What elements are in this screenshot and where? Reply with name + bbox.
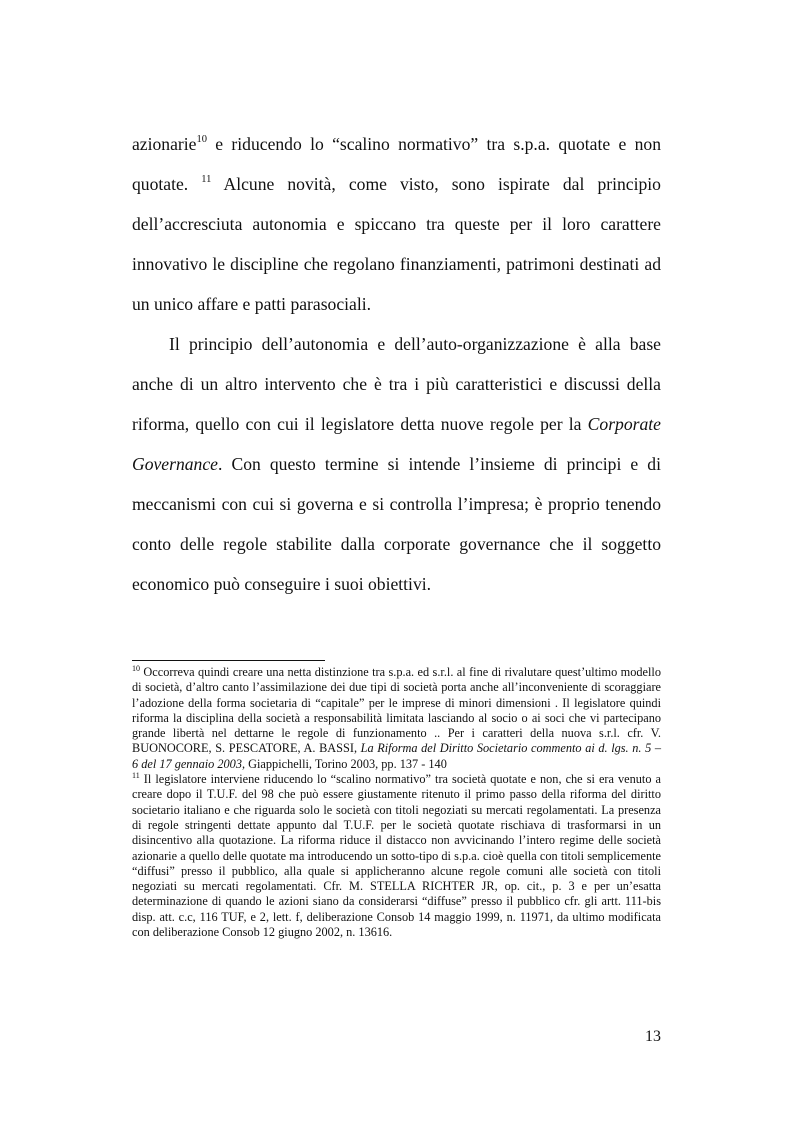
paragraph-1: azionarie$^{10}$ e riducendo lo “scalino normativo” tra s.p.a. quotate e non quotate. $^{11}$ Alcune novità, come visto, sono ispirate dal principio dell’accresciuta autonomia e spiccano tra queste per il loro carattere innovativo le discipline che regolano finanziamenti, patrimoni destinati ad un unico affare e patti parasociali. [132, 134, 661, 314]
footnote-number-10: 10 [132, 664, 140, 673]
footnote-ref-10[interactable]: 10 [196, 134, 207, 145]
body-text [132, 124, 661, 604]
emphasis-corporate-governance: Corporate Governance [132, 414, 661, 474]
footnote-ref-11[interactable]: 11 [201, 174, 212, 185]
footnote-10: $^{10}$ Occorreva quindi creare una netta distinzione tra s.p.a. ed s.r.l. al fine di rivalutare quest’ultimo modello di società, d’altro canto l’assimilazione dei due tipi di società porta anche all’inconveniente di scoraggiare l’adozione della forma societaria di “capitale” per le imprese di minori dimensioni . Il legislatore quindi riforma la disciplina della società a responsabilità limitata lasciando al socio o ai soci che vi partecipano grande libertà nel dettarne le regole di funzionamento .. Per i caratteri della nuova s.r.l. cfr. V. BUONOCORE, S. PESCATORE, A. BASSI, La Riforma del Diritto Societario commento ai d. lgs. n. 5 – 6 del 17 gennaio 2003, Giappichelli, Torino 2003, pp. 137 - 140 [132, 664, 661, 771]
footnote-11: $^{11}$ Il legislatore interviene riducendo lo “scalino normativo” tra società quotate e non, che si era venuto a creare dopo il T.U.F. del 98 che può essere giustamente ritenuto il primo passo della riforma del diritto societario italiano e che riguarda solo le società con titoli negoziati su mercati regolamentati. La presenza di regole stringenti dettate appunto dal T.U.F. per le società quotate rischiava di trasformarsi in un disincentivo alla quotazione. La riforma riduce il distacco non avvicinando l’intero regime delle società azionarie a quello delle quotate ma introducendo un sotto-tipo di s.p.a. cioè quella con titoli semplicemente “diffusi” presso il pubblico, alla quale si applicheranno alcune regole comuni alle società con titoli negoziati su mercati regolamentati. Cfr. M. STELLA RICHTER JR, op. cit., p. 3 e per un’esatta determinazione di quando le azioni siano da considerarsi “diffuse” presso il pubblico cfr. gli artt. 111-bis disp. att. c.c, 116 TUF, e 2, lett. f, deliberazione Consob 14 maggio 1999, n. 11971, da ultimo modificata con deliberazione Consob 12 giugno 2002, n. 13616. [132, 771, 661, 940]
footnote-10-title: La Riforma del Diritto Societario commento ai d. lgs. n. 5 – 6 del 17 gennaio 2003, [132, 741, 661, 771]
footnotes [132, 665, 661, 940]
footnote-number-11: 11 [132, 771, 140, 781]
footnote-divider [132, 660, 325, 661]
paragraph-2: Il principio dell’autonomia e dell’auto-organizzazione è alla base anche di un altro intervento che è tra i più caratteristici e discussi della riforma, quello con cui il legislatore detta nuove regole per la Corporate Governance. Con questo termine si intende l’insieme di principi e di meccanismi con cui si governa e si controlla l’impresa; è proprio tenendo conto delle regole stabilite dalla corporate governance che il soggetto economico può conseguire i suoi obiettivi. [132, 334, 661, 594]
page-number: 13 [645, 1028, 661, 1045]
